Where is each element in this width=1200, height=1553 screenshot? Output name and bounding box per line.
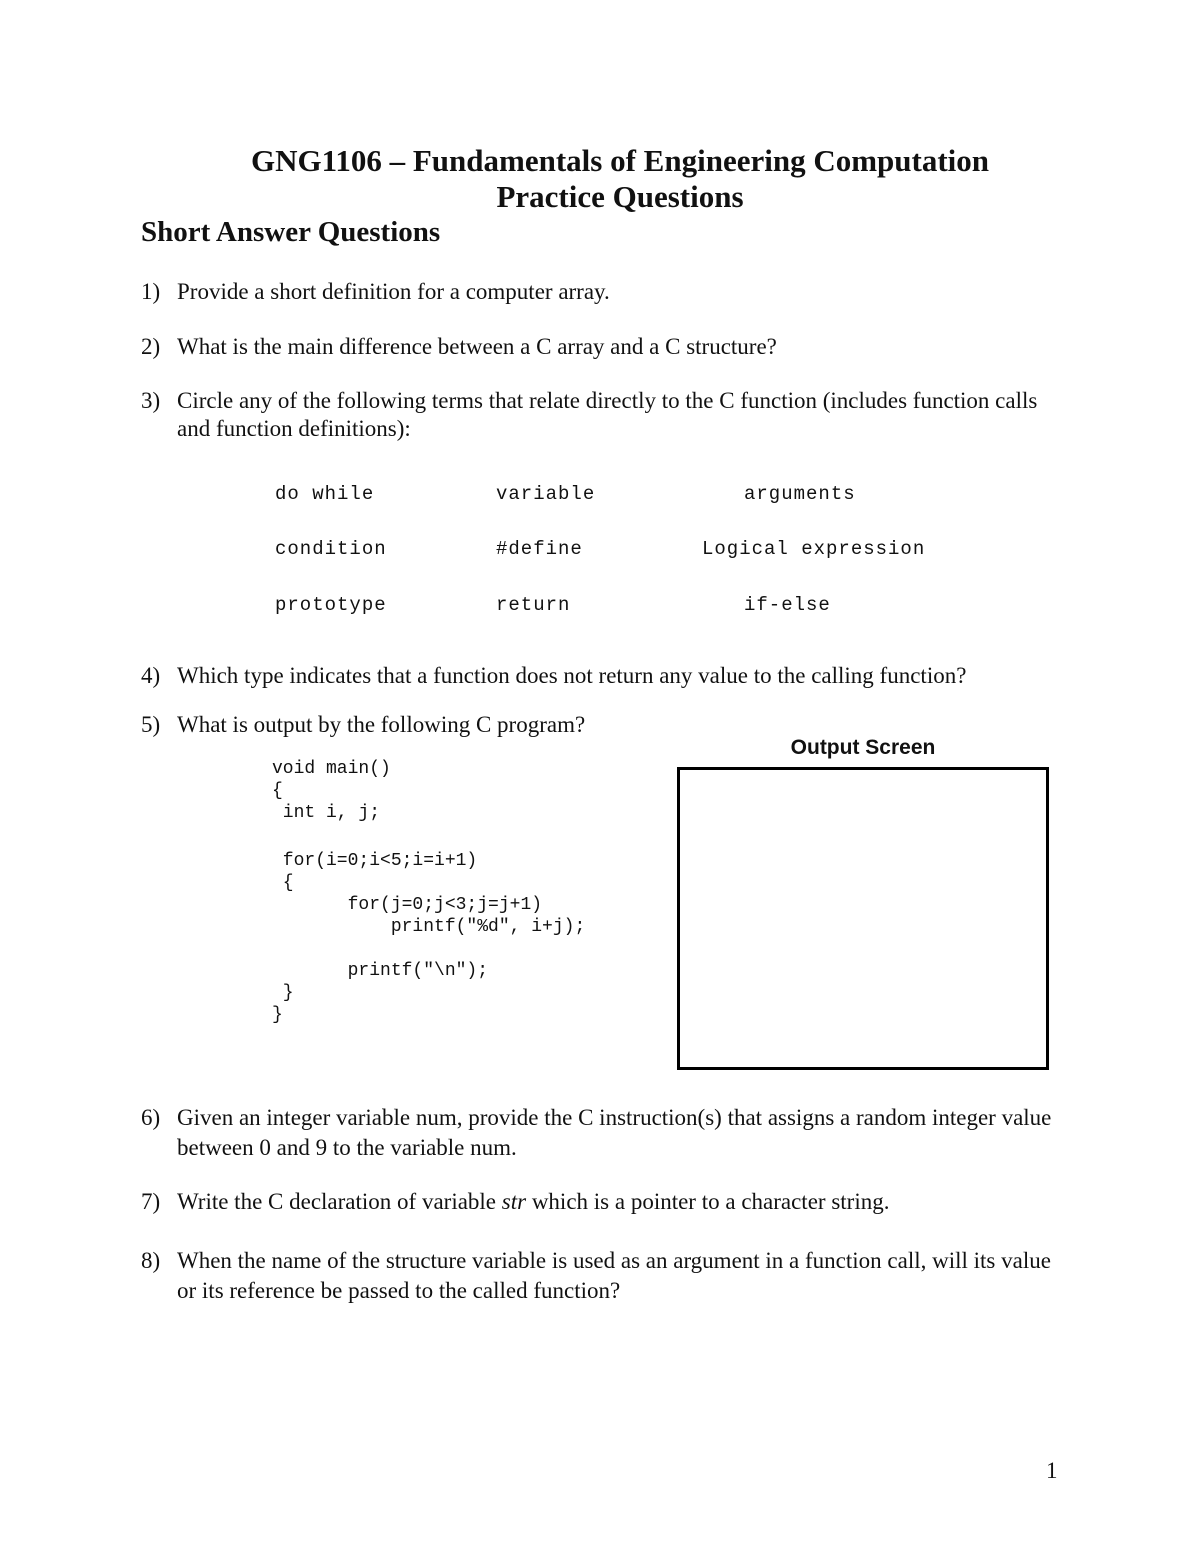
code-block	[272, 758, 585, 1026]
code-line: for(j=0;j<3;j=j+1)	[272, 895, 543, 915]
document-subtitle: Practice Questions	[496, 179, 744, 214]
question-text-post: which is a pointer to a character string.	[526, 1189, 890, 1214]
question-text: Circle any of the following terms that relate directly to the C function (includes function calls and function definitions):	[177, 388, 1038, 441]
question-number: 5)	[141, 712, 161, 737]
code-line: for(i=0;i<5;i=i+1)	[272, 851, 478, 871]
code-line: void main()	[272, 759, 391, 779]
question-number: 2)	[141, 334, 161, 359]
term-if-else: if-else	[744, 594, 831, 616]
code-line: printf("%d", i+j);	[272, 917, 586, 937]
question-number: 1)	[141, 279, 161, 304]
code-line	[272, 938, 585, 960]
term-condition: condition	[275, 538, 387, 560]
question-text	[177, 1188, 1067, 1216]
question-text: What is the main difference between a C array and a C structure?	[177, 334, 777, 359]
variable-name-str: str	[501, 1189, 527, 1214]
section-heading: Short Answer Questions	[141, 216, 441, 248]
question-text: When the name of the structure variable is used as an argument in a function call, will its value or its reference be passed to the called function?	[177, 1248, 1051, 1303]
code-line: {	[272, 781, 283, 801]
term-variable: variable	[496, 483, 596, 505]
question-number: 7)	[141, 1189, 161, 1214]
code-line: printf("\n");	[272, 961, 489, 981]
code-line	[272, 824, 585, 850]
term-define: #define	[496, 538, 583, 560]
question-text: Provide a short definition for a computer array.	[177, 279, 610, 304]
term-prototype: prototype	[275, 594, 387, 616]
code-line: int i, j;	[272, 803, 381, 823]
code-line: {	[272, 873, 294, 893]
document-title: GNG1106 – Fundamentals of Engineering Computation	[250, 143, 990, 178]
question-number: 4)	[141, 663, 161, 688]
term-logical-expression: Logical expression	[702, 538, 926, 560]
output-screen-label: Output Screen	[790, 736, 936, 759]
question-number: 3)	[141, 388, 161, 413]
term-arguments: arguments	[744, 483, 856, 505]
term-return: return	[496, 594, 571, 616]
question-text: Given an integer variable num, provide the C instruction(s) that assigns a random integer value between 0 and 9 to the variable num.	[177, 1105, 1052, 1160]
term-do-while: do while	[275, 483, 375, 505]
question-number: 6)	[141, 1105, 161, 1130]
question-text-pre: Write the C declaration of variable	[177, 1189, 502, 1214]
output-screen-box	[677, 767, 1049, 1070]
question-text: What is output by the following C program?	[177, 712, 586, 737]
code-line: }	[272, 983, 294, 1003]
code-line: }	[272, 1005, 283, 1025]
question-text: Which type indicates that a function does not return any value to the calling function?	[177, 663, 967, 688]
question-number: 8)	[141, 1248, 161, 1273]
page-number: 1	[1046, 1458, 1058, 1483]
